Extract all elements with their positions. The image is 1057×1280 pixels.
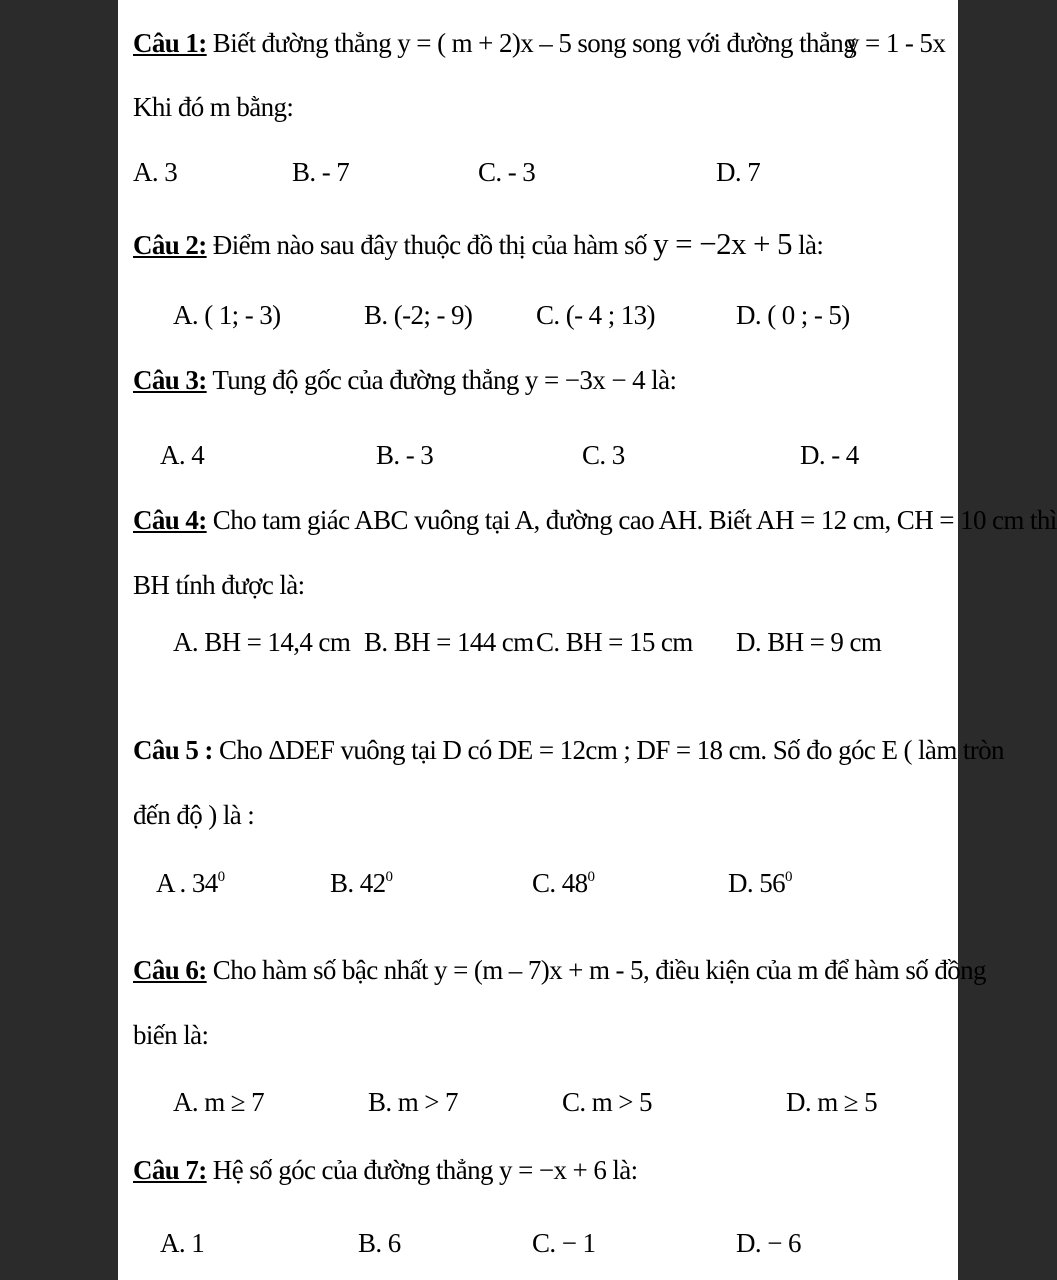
question-2-stem bbox=[133, 226, 823, 262]
question-3-formula: y = −3x − 4 bbox=[524, 365, 646, 395]
question-4-continuation: BH tính được là: bbox=[133, 570, 305, 600]
question-5-stem bbox=[133, 735, 1004, 766]
question-6-option-d[interactable]: D. m ≥ 5 bbox=[786, 1087, 878, 1117]
question-1-text-b: song song với đường thẳng bbox=[571, 28, 857, 58]
question-6-option-a[interactable]: A. m ≥ 7 bbox=[173, 1087, 265, 1117]
question-6-text: Cho hàm số bậc nhất bbox=[206, 955, 435, 985]
question-4-option-a[interactable]: A. BH = 14,4 cm bbox=[173, 627, 351, 657]
question-5-option-b[interactable] bbox=[330, 868, 392, 899]
degree-superscript: 0 bbox=[587, 869, 595, 885]
option-text: C. 48 bbox=[532, 868, 588, 898]
question-4-label: Câu 4: bbox=[133, 505, 207, 535]
degree-superscript: 0 bbox=[785, 869, 792, 885]
degree-superscript: 0 bbox=[385, 869, 393, 885]
question-6-text-b: , điều kiện của m để hàm số đồng bbox=[642, 955, 986, 985]
question-7-option-c[interactable]: C. − 1 bbox=[532, 1228, 596, 1258]
worksheet-page bbox=[118, 0, 1057, 1280]
question-4-option-c[interactable]: C. BH = 15 cm bbox=[536, 627, 693, 657]
question-3-text-b: là: bbox=[645, 365, 677, 395]
question-5-text: Cho ΔDEF vuông tại D có DE = 12cm ; DF = 18 cm. Số đo góc E ( làm tròn bbox=[212, 735, 1004, 765]
question-1-formula-b: y = 1 - 5x bbox=[846, 28, 946, 58]
question-6-option-b[interactable]: B. m > 7 bbox=[368, 1087, 458, 1117]
question-4-text: Cho tam giác ABC vuông tại A, đường cao AH. Biết bbox=[206, 505, 757, 535]
question-7-label: Câu 7: bbox=[133, 1155, 207, 1185]
question-1-formula: y = ( m + 2)x – 5 bbox=[397, 28, 572, 58]
question-2-option-d[interactable]: D. ( 0 ; - 5) bbox=[736, 300, 850, 330]
question-3-option-c[interactable]: C. 3 bbox=[582, 440, 625, 470]
question-6-stem bbox=[133, 955, 986, 986]
question-3-option-d[interactable]: D. - 4 bbox=[800, 440, 859, 470]
question-2-option-b[interactable]: B. (-2; - 9) bbox=[364, 300, 473, 330]
question-4-text-b: thì bbox=[1023, 505, 1057, 535]
question-1-option-d[interactable]: D. 7 bbox=[716, 157, 761, 187]
question-7-stem bbox=[133, 1155, 638, 1186]
question-7-text-b: là: bbox=[606, 1155, 638, 1185]
question-2-label: Câu 2: bbox=[133, 230, 207, 260]
question-7-option-d[interactable]: D. − 6 bbox=[736, 1228, 801, 1258]
question-3-text: Tung độ gốc của đường thẳng bbox=[206, 365, 525, 395]
degree-superscript: 0 bbox=[217, 869, 225, 885]
question-7-option-b[interactable]: B. 6 bbox=[358, 1228, 401, 1258]
question-2-option-a[interactable]: A. ( 1; - 3) bbox=[173, 300, 281, 330]
question-2-text: Điểm nào sau đây thuộc đồ thị của hàm số bbox=[206, 230, 654, 260]
question-1-option-b[interactable]: B. - 7 bbox=[292, 157, 350, 187]
question-4-stem bbox=[133, 505, 1057, 536]
question-1-label: Câu 1: bbox=[133, 28, 207, 58]
question-2-option-c[interactable]: C. (- 4 ; 13) bbox=[536, 300, 655, 330]
question-5-option-c[interactable] bbox=[532, 868, 594, 899]
question-6-label: Câu 6: bbox=[133, 955, 207, 985]
question-6-formula: y = (m – 7)x + m - 5 bbox=[434, 955, 643, 985]
question-1-text: Biết đường thẳng bbox=[206, 28, 398, 58]
question-6-option-c[interactable]: C. m > 5 bbox=[562, 1087, 652, 1117]
question-3-option-a[interactable]: A. 4 bbox=[160, 440, 205, 470]
question-5-continuation: đến độ ) là : bbox=[133, 800, 255, 830]
question-2-text-b: là: bbox=[791, 230, 824, 260]
question-2-formula: y = −2x + 5 bbox=[653, 226, 792, 261]
question-5-option-d[interactable] bbox=[728, 868, 792, 899]
question-5-label: Câu 5 : bbox=[133, 735, 213, 765]
question-1-stem bbox=[133, 28, 856, 59]
question-5-option-a[interactable] bbox=[156, 868, 225, 899]
question-3-stem bbox=[133, 365, 676, 396]
question-1-option-c[interactable]: C. - 3 bbox=[478, 157, 536, 187]
question-4-formula: AH = 12 cm, CH = 10 cm bbox=[756, 505, 1024, 535]
question-1-option-a[interactable]: A. 3 bbox=[133, 157, 178, 187]
question-7-option-a[interactable]: A. 1 bbox=[160, 1228, 205, 1258]
question-4-option-d[interactable]: D. BH = 9 cm bbox=[736, 627, 882, 657]
question-3-option-b[interactable]: B. - 3 bbox=[376, 440, 434, 470]
question-7-text: Hệ số góc của đường thẳng bbox=[206, 1155, 500, 1185]
option-text: A . 34 bbox=[156, 868, 218, 898]
question-6-continuation: biến là: bbox=[133, 1020, 209, 1050]
question-4-option-b[interactable]: B. BH = 144 cm bbox=[364, 627, 534, 657]
question-3-label: Câu 3: bbox=[133, 365, 207, 395]
option-text: B. 42 bbox=[330, 868, 386, 898]
question-7-formula: y = −x + 6 bbox=[499, 1155, 607, 1185]
question-1-continuation: Khi đó m bằng: bbox=[133, 92, 294, 122]
option-text: D. 56 bbox=[728, 868, 785, 898]
